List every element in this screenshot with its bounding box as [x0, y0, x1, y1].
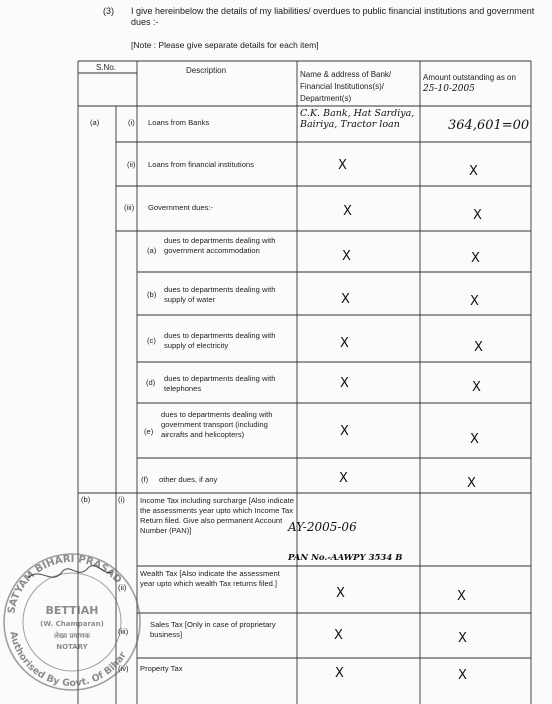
- assessment-year-handwritten: AY-2005-06: [288, 520, 357, 534]
- row-desc: Wealth Tax [Also indicate the assessment year upto which wealth Tax returns filed.]: [140, 569, 280, 588]
- row-desc: Sales Tax [Only in case of proprietary business]: [150, 620, 276, 639]
- col-name-address: Name & address of Bank/ Financial Institutions(s)/ Department(s): [300, 70, 392, 103]
- row-label-sub-b: (b): [147, 290, 157, 299]
- row-label-a: (a): [90, 118, 100, 127]
- nil-mark: X: [340, 336, 349, 351]
- nil-mark: X: [343, 204, 352, 219]
- row-desc: Loans from financial institutions: [148, 160, 254, 169]
- stamp-center-text: BETTIAH: [45, 604, 99, 617]
- row-desc: other dues, if any: [159, 475, 218, 484]
- row-label-ii: (ii): [118, 583, 127, 592]
- stamp-hindi-text: लेख्य प्रमाणक: [54, 632, 90, 640]
- col-amount-date: 25-10-2005: [423, 84, 475, 94]
- nil-mark: X: [469, 164, 478, 179]
- nil-mark: X: [334, 628, 343, 643]
- col-amount: [423, 72, 531, 95]
- row-desc: dues to departments dealing with supply of electricity: [164, 331, 276, 350]
- stamp-top-text: SATYAM BIHARI PRASAD: [6, 553, 124, 615]
- nil-mark: X: [339, 471, 348, 486]
- nil-mark: X: [340, 376, 349, 391]
- row-label-b: (b): [81, 495, 91, 504]
- nil-mark: X: [471, 251, 480, 266]
- pan-handwritten: PAN No.-AAWPY 3534 B: [288, 553, 403, 563]
- nil-mark: X: [474, 340, 483, 355]
- row-desc: Loans from Banks: [148, 118, 210, 127]
- nil-mark: X: [458, 631, 467, 646]
- row-label-i: (i): [128, 118, 135, 127]
- row-label-ii: (ii): [127, 160, 136, 169]
- note-text: [Note : Please give separate details for each item]: [131, 40, 319, 50]
- row-label-i: (i): [118, 495, 125, 504]
- row-desc: dues to departments dealing with supply of water: [164, 285, 276, 304]
- nil-mark: X: [473, 208, 482, 223]
- nil-mark: X: [341, 292, 350, 307]
- nil-mark: X: [338, 158, 347, 173]
- amount-handwritten: 364,601=00: [448, 118, 530, 133]
- nil-mark: X: [335, 666, 344, 681]
- col-sno: S.No.: [96, 63, 117, 72]
- nil-mark: X: [472, 380, 481, 395]
- row-desc: Property Tax: [140, 664, 183, 673]
- row-label-iv: (iv): [118, 664, 129, 673]
- row-label-iii: (iii): [118, 627, 129, 636]
- nil-mark: X: [336, 586, 345, 601]
- nil-mark: X: [470, 432, 479, 447]
- notary-stamp: [0, 538, 142, 704]
- col-description: Description: [186, 66, 227, 75]
- nil-mark: X: [457, 589, 466, 604]
- row-desc: dues to departments dealing with government accommodation: [164, 236, 276, 255]
- row-desc: Income Tax including surcharge [Also indicate the assessments year upto which Income Tax Return filed. Give also permanent Account Number (PAN)]: [140, 496, 294, 535]
- row-desc: dues to departments dealing with telephones: [164, 374, 276, 393]
- bank-name-handwritten: C.K. Bank, Hat Sardiya, Bairiya, Tractor loan: [300, 108, 415, 130]
- nil-mark: X: [467, 476, 476, 491]
- nil-mark: X: [458, 668, 467, 683]
- stamp-bottom-text: Authorised By Govt. Of Bihar: [7, 630, 129, 690]
- row-label-sub-f: (f): [141, 475, 149, 484]
- row-label-sub-e: (e): [144, 427, 154, 436]
- intro-text: I give hereinbelow the details of my liabilities/ overdues to public financial institutions and government dues :-: [131, 6, 535, 27]
- row-label-sub-d: (d): [146, 378, 156, 387]
- row-label-iii: (iii): [124, 203, 135, 212]
- row-label-sub-c: (c): [147, 336, 156, 345]
- item-number: (3): [103, 6, 114, 16]
- col-amount-label: Amount outstanding as on: [423, 73, 516, 82]
- stamp-sub-text: (W. Champaran): [40, 620, 104, 628]
- nil-mark: X: [342, 249, 351, 264]
- nil-mark: X: [470, 294, 479, 309]
- stamp-notary-text: NOTARY: [56, 643, 88, 651]
- nil-mark: X: [340, 424, 349, 439]
- row-label-sub-a: (a): [147, 246, 157, 255]
- row-desc: dues to departments dealing with government transport (including aircrafts and helicopters): [161, 410, 273, 439]
- row-desc: Government dues:-: [148, 203, 213, 212]
